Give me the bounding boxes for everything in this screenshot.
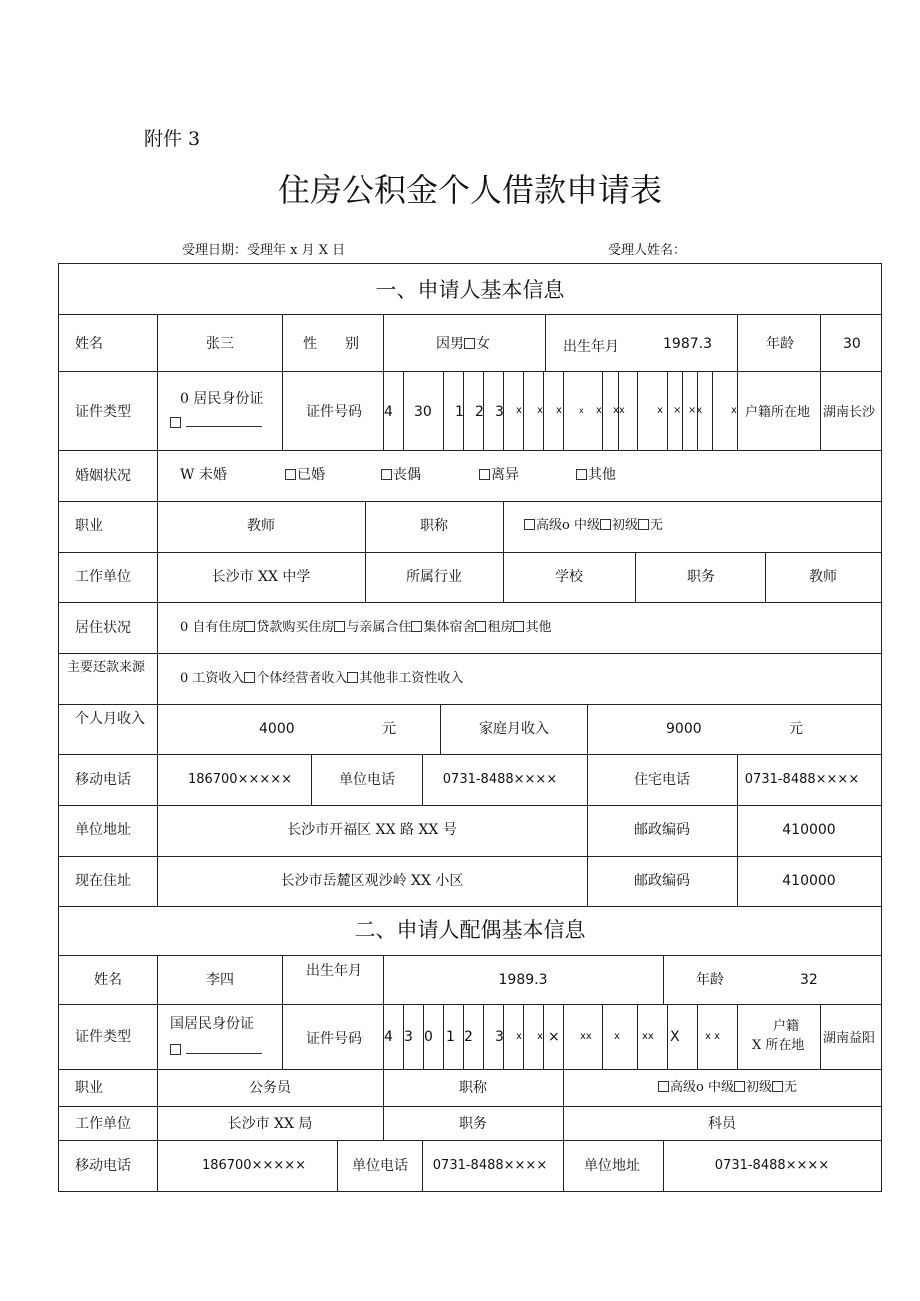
- id-digit: 3: [404, 1029, 413, 1045]
- value-home-addr: 长沙市岳麓区观沙岭 XX 小区: [280, 873, 464, 889]
- spouse-title-options[interactable]: 高级o 中级 初级 无: [658, 1080, 797, 1096]
- id-digit: x: [516, 1031, 522, 1042]
- value-age: 30: [843, 336, 861, 352]
- label-home-addr: 现在住址: [75, 873, 131, 889]
- repay-options[interactable]: 0 工资收入 个体经营者收入 其他非工资性收入: [180, 671, 464, 686]
- checkbox[interactable]: [600, 519, 611, 530]
- checkbox[interactable]: [475, 621, 486, 632]
- label-spouse-mobile: 移动电话: [75, 1158, 131, 1174]
- marital-option-married[interactable]: 已婚: [285, 467, 325, 483]
- id-digit: x: [579, 406, 584, 415]
- id-other-option[interactable]: [170, 415, 262, 431]
- id-digit: ×: [673, 405, 682, 416]
- label-hukou: 户籍所在地: [745, 405, 811, 420]
- label-spouse-id-no: 证件号码: [306, 1031, 362, 1047]
- value-spouse-name: 李四: [206, 972, 234, 988]
- value-spouse-hukou: 湖南益阳: [823, 1031, 876, 1046]
- value-gender: [436, 336, 490, 352]
- gender-female[interactable]: 女: [476, 336, 490, 352]
- id-digit: xx: [642, 1031, 654, 1042]
- checkbox[interactable]: [170, 1044, 181, 1055]
- checkbox[interactable]: [244, 621, 255, 632]
- id-digit: x: [556, 405, 562, 416]
- checkbox[interactable]: [464, 338, 475, 349]
- id-digit: x: [537, 405, 543, 416]
- label-office-addr: 单位地址: [75, 822, 131, 838]
- income-unit: 元: [382, 721, 396, 737]
- checkbox[interactable]: [638, 519, 649, 530]
- id-digit: x x: [705, 1031, 721, 1042]
- family-income-unit: 元: [789, 721, 803, 737]
- label-spouse-hukou-2: X 所在地: [752, 1038, 805, 1053]
- value-mobile: 186700×××××: [187, 772, 293, 787]
- value-zip: 410000: [782, 822, 836, 838]
- value-home-tel: 0731-8488××××: [744, 772, 860, 787]
- label-spouse-office-addr: 单位地址: [584, 1158, 640, 1174]
- value-hukou: 湖南长沙: [823, 405, 876, 420]
- label-post: 职务: [687, 569, 715, 585]
- value-spouse-age: 32: [800, 972, 818, 988]
- label-spouse-birth: 出生年月: [306, 963, 362, 979]
- id-digit: x: [657, 405, 663, 416]
- label-name: 姓名: [75, 336, 103, 352]
- checkbox[interactable]: [734, 1081, 745, 1092]
- value-spouse-employer: 长沙市 XX 局: [227, 1116, 313, 1132]
- value-birth: 1987.3: [663, 336, 712, 352]
- id-digit: 1: [446, 1029, 455, 1045]
- label-zip: 邮政编码: [634, 822, 690, 838]
- value-job: 教师: [247, 518, 275, 534]
- label-repay: 主要还款来源: [67, 660, 146, 675]
- label-housing: 居住状况: [75, 620, 131, 636]
- value-office-addr: 长沙市开福区 XX 路 XX 号: [287, 822, 457, 838]
- value-income: 4000: [259, 721, 295, 737]
- checkbox[interactable]: [772, 1081, 783, 1092]
- marital-option-divorced[interactable]: 离异: [479, 467, 519, 483]
- spouse-id-other-option[interactable]: [170, 1042, 262, 1058]
- label-home-tel: 住宅电话: [634, 772, 690, 788]
- label-spouse-name: 姓名: [94, 972, 122, 988]
- label-spouse-job: 职业: [75, 1080, 103, 1096]
- marital-option-other[interactable]: 其他: [576, 467, 616, 483]
- accept-date: 受理日期：受理年 x 月 X 日: [182, 243, 346, 258]
- id-digit: xx: [580, 1031, 592, 1042]
- label-spouse-hukou-1: 户籍: [773, 1019, 800, 1034]
- table-border-right: [881, 263, 882, 1192]
- label-birth: 出生年月: [563, 339, 619, 355]
- value-family-income: 9000: [666, 721, 702, 737]
- id-digit: x: [516, 405, 522, 416]
- value-spouse-office-tel: 0731-8488××××: [432, 1158, 548, 1173]
- value-spouse-id-type[interactable]: 国居民身份证: [170, 1016, 254, 1032]
- checkbox[interactable]: [513, 621, 524, 632]
- value-spouse-mobile: 186700×××××: [201, 1158, 307, 1173]
- label-spouse-age: 年龄: [696, 972, 724, 988]
- checkbox[interactable]: [381, 469, 392, 480]
- label-id-type: 证件类型: [75, 404, 131, 420]
- label-spouse-title: 职称: [459, 1080, 487, 1096]
- checkbox[interactable]: [285, 469, 296, 480]
- checkbox[interactable]: [658, 1081, 669, 1092]
- gender-male[interactable]: 因男: [436, 336, 464, 352]
- value-office-tel: 0731-8488××××: [442, 772, 558, 787]
- label-title: 职称: [420, 518, 448, 534]
- id-digit: ×x: [688, 405, 703, 416]
- value-industry: 学校: [555, 569, 583, 585]
- label-office-tel: 单位电话: [339, 772, 395, 788]
- id-digit: 3: [495, 1029, 504, 1045]
- id-digit: x: [537, 1031, 543, 1042]
- id-digit: 4: [384, 404, 393, 420]
- value-name: 张三: [206, 336, 234, 352]
- id-digit: x: [596, 405, 602, 416]
- marital-option-single[interactable]: W 未婚: [180, 467, 227, 483]
- value-employer: 长沙市 XX 中学: [211, 569, 311, 585]
- label-job: 职业: [75, 518, 103, 534]
- checkbox[interactable]: [347, 672, 358, 683]
- id-digit: X: [670, 1029, 680, 1045]
- label-employer: 工作单位: [75, 569, 131, 585]
- checkbox[interactable]: [170, 417, 181, 428]
- value-spouse-birth: 1989.3: [498, 972, 548, 988]
- id-digit: 4: [384, 1029, 393, 1045]
- section-title-spouse: 二、申请人配偶基本信息: [354, 918, 586, 942]
- label-industry: 所属行业: [406, 569, 462, 585]
- checkbox[interactable]: [576, 469, 587, 480]
- label-income: 个人月收入: [75, 711, 145, 727]
- checkbox[interactable]: [524, 519, 535, 530]
- attachment-label: 附件 3: [144, 128, 201, 150]
- value-post: 教师: [809, 569, 837, 585]
- id-digit: xx: [613, 405, 625, 416]
- page-title: 住房公积金个人借款申请表: [277, 171, 663, 209]
- label-zip: 邮政编码: [634, 873, 690, 889]
- id-digit: 30: [414, 404, 432, 420]
- value-zip: 410000: [782, 873, 836, 889]
- section-title-applicant: 一、申请人基本信息: [375, 278, 565, 302]
- checkbox[interactable]: [244, 672, 255, 683]
- label-spouse-office-tel: 单位电话: [352, 1158, 408, 1174]
- label-family-income: 家庭月收入: [479, 721, 549, 737]
- value-spouse-post: 科员: [708, 1116, 736, 1132]
- table-border-left: [58, 263, 59, 1192]
- id-digit: x: [731, 405, 737, 416]
- label-spouse-id-type: 证件类型: [75, 1029, 131, 1045]
- checkbox[interactable]: [334, 621, 345, 632]
- checkbox[interactable]: [479, 469, 490, 480]
- label-gender: 性 别: [303, 336, 359, 352]
- value-spouse-job: 公务员: [249, 1080, 291, 1096]
- acceptor-name: 受理人姓名：: [608, 243, 687, 258]
- label-spouse-post: 职务: [459, 1116, 487, 1132]
- id-digit: 1: [455, 404, 464, 420]
- id-digit: ×: [548, 1029, 560, 1045]
- value-spouse-office-addr: 0731-8488××××: [714, 1158, 830, 1173]
- value-id-type[interactable]: 0 居民身份证: [180, 391, 264, 407]
- id-digit: 2: [464, 1029, 473, 1045]
- label-mobile: 移动电话: [75, 772, 131, 788]
- title-options[interactable]: 高级o 中级 初级 无: [524, 518, 663, 534]
- id-digit: 0: [424, 1029, 433, 1045]
- id-digit: 3: [495, 404, 504, 420]
- id-digit: 2: [475, 404, 484, 420]
- housing-options[interactable]: 0 自有住房 贷款购买住房 与亲属合住 集体宿舍 租房 其他: [180, 620, 552, 635]
- label-age: 年龄: [766, 336, 794, 352]
- label-id-no: 证件号码: [306, 404, 362, 420]
- label-spouse-employer: 工作单位: [75, 1116, 131, 1132]
- id-digit: x: [614, 1031, 620, 1042]
- marital-option-widowed[interactable]: 丧偶: [381, 467, 421, 483]
- label-marital: 婚姻状况: [75, 468, 131, 484]
- checkbox[interactable]: [411, 621, 422, 632]
